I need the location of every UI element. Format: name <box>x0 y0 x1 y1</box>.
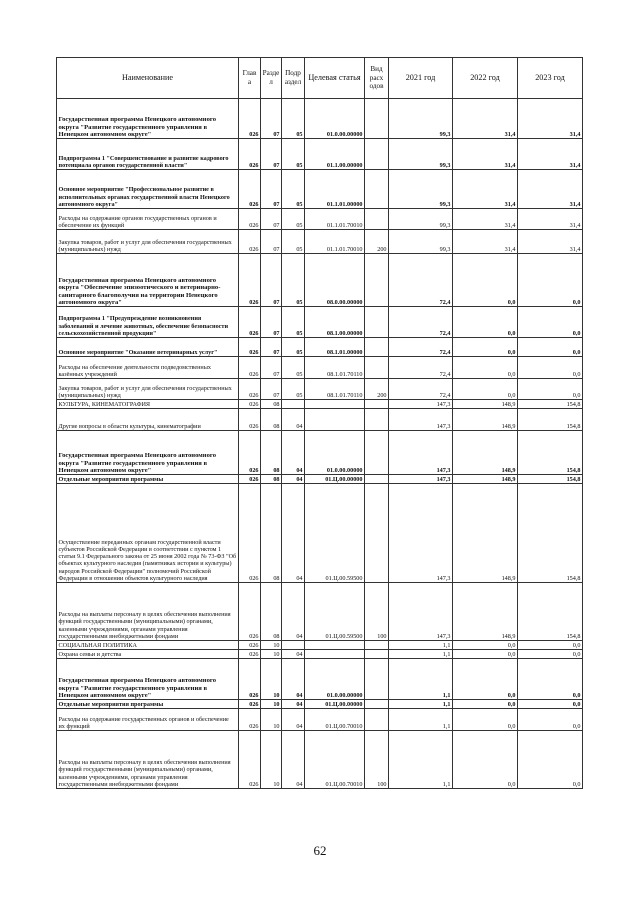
row-expense-type-cell <box>365 650 389 659</box>
row-2022-cell: 148,9 <box>453 475 518 484</box>
row-glava-cell: 026 <box>239 307 261 338</box>
row-name-cell: Расходы на выплаты персоналу в целях обеспечения выполнения функций государственными (муниципальными) органами, казенными учреждениями, органами управления государственными внебюджетными фондами <box>57 731 239 789</box>
row-podrazdel-cell: 04 <box>282 583 305 641</box>
table-row <box>57 338 583 357</box>
row-glava-cell: 026 <box>239 209 261 230</box>
row-2022-cell: 0,0 <box>453 307 518 338</box>
row-2023-cell: 31,4 <box>518 209 583 230</box>
row-razdel-cell: 10 <box>261 709 282 731</box>
row-2021-cell: 99,3 <box>389 170 453 209</box>
row-expense-type-cell <box>365 307 389 338</box>
row-2022-cell: 148,9 <box>453 484 518 583</box>
row-razdel-cell: 08 <box>261 484 282 583</box>
header-razdel: Разде л <box>261 58 282 99</box>
row-podrazdel-cell: 05 <box>282 99 305 139</box>
row-2023-cell: 154,8 <box>518 409 583 431</box>
row-2022-cell: 148,9 <box>453 409 518 431</box>
row-2023-cell: 31,4 <box>518 230 583 254</box>
row-2021-cell: 99,3 <box>389 230 453 254</box>
row-2021-cell: 1,1 <box>389 650 453 659</box>
row-2023-cell: 0,0 <box>518 307 583 338</box>
row-2021-cell: 147,3 <box>389 409 453 431</box>
row-expense-type-cell <box>365 641 389 650</box>
row-2021-cell: 1,1 <box>389 700 453 709</box>
row-target-article-cell: 08.1.00.00000 <box>305 307 365 338</box>
row-podrazdel-cell: 05 <box>282 379 305 400</box>
row-glava-cell: 026 <box>239 379 261 400</box>
row-glava-cell: 026 <box>239 409 261 431</box>
header-glava: Глав а <box>239 58 261 99</box>
row-target-article-cell <box>305 650 365 659</box>
row-name-cell: Расходы на содержание органов государственных органов и обеспечение их функций <box>57 209 239 230</box>
row-podrazdel-cell: 04 <box>282 659 305 700</box>
row-name-cell: Основное мероприятие "Профессиональное развитие в исполнительных органах государственной власти Ненецкого автономного округа" <box>57 170 239 209</box>
row-target-article-cell: 01.Ц.00.00000 <box>305 700 365 709</box>
row-podrazdel-cell: 05 <box>282 139 305 170</box>
row-target-article-cell <box>305 409 365 431</box>
row-name-cell: Расходы на обеспечение деятельности подведомственных казённых учреждений <box>57 357 239 379</box>
row-2022-cell: 0,0 <box>453 650 518 659</box>
row-2022-cell: 0,0 <box>453 379 518 400</box>
row-name-cell: Осуществление переданных органам государственной власти субъектов Российской Федерации в соответствии с пунктом 1 статьи 9.1 Федерального закона от 25 июня 2002 года № 73-ФЗ "Об объектах культурного наследия (памятниках истории и культуры) народов Российской Федерации" полномочий Российской Федерации в отношении объектов культурного наследия <box>57 484 239 583</box>
row-razdel-cell: 07 <box>261 254 282 307</box>
table-row <box>57 641 583 650</box>
row-razdel-cell: 10 <box>261 700 282 709</box>
row-2022-cell: 0,0 <box>453 659 518 700</box>
row-razdel-cell: 10 <box>261 659 282 700</box>
row-2021-cell: 99,3 <box>389 99 453 139</box>
row-podrazdel-cell <box>282 641 305 650</box>
row-name-cell: Государственная программа Ненецкого автономного округа "Развитие государственного управления в Ненецком автономном округе" <box>57 99 239 139</box>
row-2023-cell: 0,0 <box>518 357 583 379</box>
row-target-article-cell: 01.1.00.00000 <box>305 139 365 170</box>
header-year-2021: 2021 год <box>389 58 453 99</box>
row-expense-type-cell <box>365 409 389 431</box>
table-row <box>57 379 583 400</box>
row-name-cell: Государственная программа Ненецкого автономного округа "Обеспечение эпизоотического и ветеринарно-санитарного благополучия на территории Ненецкого автономного округа" <box>57 254 239 307</box>
table-row <box>57 583 583 641</box>
row-expense-type-cell <box>365 400 389 409</box>
row-glava-cell: 026 <box>239 170 261 209</box>
table-row <box>57 209 583 230</box>
row-glava-cell: 026 <box>239 254 261 307</box>
table-row <box>57 99 583 139</box>
row-2023-cell: 0,0 <box>518 650 583 659</box>
row-target-article-cell: 01.0.00.00000 <box>305 431 365 475</box>
row-name-cell: Закупка товаров, работ и услуг для обеспечения государственных (муниципальных) нужд <box>57 230 239 254</box>
row-name-cell: Государственная программа Ненецкого автономного округа "Развитие государственного управления в Ненецком автономном округе" <box>57 431 239 475</box>
row-expense-type-cell <box>365 170 389 209</box>
row-razdel-cell: 08 <box>261 431 282 475</box>
header-year-2022: 2022 год <box>453 58 518 99</box>
row-name-cell: Отдельные мероприятия программы <box>57 475 239 484</box>
row-podrazdel-cell: 05 <box>282 209 305 230</box>
row-expense-type-cell <box>365 659 389 700</box>
row-2021-cell: 1,1 <box>389 731 453 789</box>
header-year-2023: 2023 год <box>518 58 583 99</box>
row-glava-cell: 026 <box>239 484 261 583</box>
row-2022-cell: 148,9 <box>453 583 518 641</box>
row-razdel-cell: 07 <box>261 379 282 400</box>
row-2023-cell: 154,8 <box>518 431 583 475</box>
row-expense-type-cell <box>365 139 389 170</box>
row-podrazdel-cell: 04 <box>282 431 305 475</box>
row-target-article-cell: 08.1.01.00000 <box>305 338 365 357</box>
row-podrazdel-cell <box>282 400 305 409</box>
row-2023-cell: 0,0 <box>518 338 583 357</box>
row-2023-cell: 0,0 <box>518 709 583 731</box>
row-expense-type-cell <box>365 484 389 583</box>
table-row <box>57 230 583 254</box>
row-podrazdel-cell: 04 <box>282 475 305 484</box>
row-expense-type-cell: 200 <box>365 379 389 400</box>
row-target-article-cell: 01.1.01.70010 <box>305 209 365 230</box>
header-expense-type: Вид расх одов <box>365 58 389 99</box>
row-2021-cell: 72,4 <box>389 357 453 379</box>
row-2023-cell: 0,0 <box>518 700 583 709</box>
row-razdel-cell: 07 <box>261 338 282 357</box>
row-target-article-cell: 01.0.00.00000 <box>305 99 365 139</box>
row-target-article-cell: 01.0.00.00000 <box>305 659 365 700</box>
table-row <box>57 659 583 700</box>
row-razdel-cell: 07 <box>261 307 282 338</box>
header-name: Наименование <box>57 58 239 99</box>
row-glava-cell: 026 <box>239 230 261 254</box>
row-2021-cell: 1,1 <box>389 709 453 731</box>
row-2022-cell: 31,4 <box>453 170 518 209</box>
table-row <box>57 484 583 583</box>
row-2021-cell: 147,3 <box>389 484 453 583</box>
row-2022-cell: 0,0 <box>453 357 518 379</box>
row-2023-cell: 31,4 <box>518 139 583 170</box>
header-target-article: Целевая статья <box>305 58 365 99</box>
row-razdel-cell: 10 <box>261 641 282 650</box>
row-2021-cell: 72,4 <box>389 379 453 400</box>
row-podrazdel-cell: 04 <box>282 709 305 731</box>
row-razdel-cell: 07 <box>261 230 282 254</box>
table-row <box>57 254 583 307</box>
row-2022-cell: 31,4 <box>453 99 518 139</box>
row-glava-cell: 026 <box>239 731 261 789</box>
row-name-cell: Охрана семьи и детства <box>57 650 239 659</box>
row-razdel-cell: 08 <box>261 409 282 431</box>
row-podrazdel-cell: 05 <box>282 338 305 357</box>
row-expense-type-cell <box>365 99 389 139</box>
row-2021-cell: 72,4 <box>389 254 453 307</box>
row-expense-type-cell <box>365 709 389 731</box>
row-2021-cell: 72,4 <box>389 338 453 357</box>
row-razdel-cell: 08 <box>261 583 282 641</box>
table-header-row <box>57 58 583 99</box>
row-razdel-cell: 10 <box>261 731 282 789</box>
row-target-article-cell <box>305 400 365 409</box>
row-2023-cell: 0,0 <box>518 641 583 650</box>
row-target-article-cell: 01.1.01.00000 <box>305 170 365 209</box>
row-name-cell: СОЦИАЛЬНАЯ ПОЛИТИКА <box>57 641 239 650</box>
table-row <box>57 431 583 475</box>
row-2022-cell: 148,9 <box>453 400 518 409</box>
row-2021-cell: 72,4 <box>389 307 453 338</box>
row-name-cell: Закупка товаров, работ и услуг для обеспечения государственных (муниципальных) нужд <box>57 379 239 400</box>
row-glava-cell: 026 <box>239 700 261 709</box>
row-2022-cell: 0,0 <box>453 338 518 357</box>
row-razdel-cell: 07 <box>261 209 282 230</box>
row-2022-cell: 0,0 <box>453 731 518 789</box>
row-razdel-cell: 10 <box>261 650 282 659</box>
row-2023-cell: 0,0 <box>518 659 583 700</box>
row-expense-type-cell <box>365 431 389 475</box>
row-expense-type-cell: 100 <box>365 583 389 641</box>
table-row <box>57 409 583 431</box>
row-glava-cell: 026 <box>239 139 261 170</box>
row-name-cell: Расходы на содержание государственных органов и обеспечение их функций <box>57 709 239 731</box>
table-body <box>57 99 583 789</box>
table-row <box>57 475 583 484</box>
row-name-cell: Государственная программа Ненецкого автономного округа "Развитие государственного управления в Ненецком автономном округе" <box>57 659 239 700</box>
table-row <box>57 170 583 209</box>
row-2021-cell: 1,1 <box>389 659 453 700</box>
row-expense-type-cell <box>365 357 389 379</box>
table-row <box>57 700 583 709</box>
row-2022-cell: 0,0 <box>453 700 518 709</box>
row-podrazdel-cell: 05 <box>282 254 305 307</box>
row-podrazdel-cell: 05 <box>282 357 305 379</box>
row-2023-cell: 0,0 <box>518 379 583 400</box>
row-expense-type-cell <box>365 475 389 484</box>
row-razdel-cell: 07 <box>261 170 282 209</box>
row-glava-cell: 026 <box>239 475 261 484</box>
row-2021-cell: 147,3 <box>389 400 453 409</box>
table-row <box>57 650 583 659</box>
table-row <box>57 731 583 789</box>
row-2023-cell: 154,8 <box>518 583 583 641</box>
row-target-article-cell: 01.Ц.00.70010 <box>305 731 365 789</box>
budget-table <box>56 57 583 789</box>
budget-table-sheet <box>56 57 582 789</box>
row-2021-cell: 1,1 <box>389 641 453 650</box>
row-glava-cell: 026 <box>239 338 261 357</box>
row-expense-type-cell <box>365 700 389 709</box>
row-podrazdel-cell: 05 <box>282 170 305 209</box>
row-2022-cell: 31,4 <box>453 209 518 230</box>
row-2022-cell: 0,0 <box>453 254 518 307</box>
row-name-cell: Расходы на выплаты персоналу в целях обеспечения выполнения функций государственными (муниципальными) органами, казенными учреждениями, органами управления государственными внебюджетными фондами <box>57 583 239 641</box>
row-glava-cell: 026 <box>239 650 261 659</box>
row-glava-cell: 026 <box>239 709 261 731</box>
row-name-cell: Отдельные мероприятия программы <box>57 700 239 709</box>
row-2023-cell: 154,8 <box>518 484 583 583</box>
row-target-article-cell: 08.0.00.00000 <box>305 254 365 307</box>
row-2021-cell: 99,3 <box>389 209 453 230</box>
row-expense-type-cell <box>365 338 389 357</box>
row-expense-type-cell <box>365 209 389 230</box>
row-target-article-cell: 01.Ц.00.59500 <box>305 583 365 641</box>
row-podrazdel-cell: 04 <box>282 731 305 789</box>
row-target-article-cell <box>305 641 365 650</box>
row-target-article-cell: 08.1.01.70110 <box>305 357 365 379</box>
header-podrazdel: Подр аздел <box>282 58 305 99</box>
row-target-article-cell: 01.Ц.00.00000 <box>305 475 365 484</box>
row-target-article-cell: 01.1.01.70010 <box>305 230 365 254</box>
row-razdel-cell: 08 <box>261 400 282 409</box>
row-2022-cell: 0,0 <box>453 709 518 731</box>
row-glava-cell: 026 <box>239 641 261 650</box>
row-2022-cell: 148,9 <box>453 431 518 475</box>
row-2021-cell: 99,3 <box>389 139 453 170</box>
row-2023-cell: 0,0 <box>518 254 583 307</box>
row-glava-cell: 026 <box>239 357 261 379</box>
row-glava-cell: 026 <box>239 659 261 700</box>
row-expense-type-cell: 100 <box>365 731 389 789</box>
row-2022-cell: 31,4 <box>453 139 518 170</box>
row-2023-cell: 154,8 <box>518 475 583 484</box>
row-expense-type-cell <box>365 254 389 307</box>
row-2021-cell: 147,3 <box>389 431 453 475</box>
table-row <box>57 709 583 731</box>
table-row <box>57 400 583 409</box>
row-podrazdel-cell: 04 <box>282 700 305 709</box>
row-target-article-cell: 01.Ц.00.59500 <box>305 484 365 583</box>
row-podrazdel-cell: 04 <box>282 650 305 659</box>
row-razdel-cell: 08 <box>261 475 282 484</box>
row-name-cell: Основное мероприятие "Оказание ветеринарных услуг" <box>57 338 239 357</box>
page-number: 62 <box>313 843 327 858</box>
row-glava-cell: 026 <box>239 583 261 641</box>
row-podrazdel-cell: 05 <box>282 230 305 254</box>
row-podrazdel-cell: 04 <box>282 484 305 583</box>
row-glava-cell: 026 <box>239 431 261 475</box>
row-glava-cell: 026 <box>239 99 261 139</box>
row-2023-cell: 31,4 <box>518 99 583 139</box>
row-podrazdel-cell: 05 <box>282 307 305 338</box>
table-row <box>57 357 583 379</box>
table-row <box>57 139 583 170</box>
row-2023-cell: 154,8 <box>518 400 583 409</box>
row-razdel-cell: 07 <box>261 99 282 139</box>
row-2021-cell: 147,3 <box>389 475 453 484</box>
row-target-article-cell: 08.1.01.70110 <box>305 379 365 400</box>
row-expense-type-cell: 200 <box>365 230 389 254</box>
table-row <box>57 307 583 338</box>
row-glava-cell: 026 <box>239 400 261 409</box>
row-razdel-cell: 07 <box>261 139 282 170</box>
row-name-cell: Другие вопросы в области культуры, кинематографии <box>57 409 239 431</box>
row-2023-cell: 31,4 <box>518 170 583 209</box>
row-razdel-cell: 07 <box>261 357 282 379</box>
row-2023-cell: 0,0 <box>518 731 583 789</box>
row-name-cell: КУЛЬТУРА, КИНЕМАТОГРАФИЯ <box>57 400 239 409</box>
row-name-cell: Подпрограмма 1 "Предупреждение возникновения заболеваний и лечение животных, обеспечение безопасности сельскохозяйственной продукции" <box>57 307 239 338</box>
row-target-article-cell: 01.Ц.00.70010 <box>305 709 365 731</box>
row-name-cell: Подпрограмма 1 "Совершенствование и развитие кадрового потенциала органов государственной власти" <box>57 139 239 170</box>
row-2021-cell: 147,3 <box>389 583 453 641</box>
row-2022-cell: 0,0 <box>453 641 518 650</box>
row-podrazdel-cell: 04 <box>282 409 305 431</box>
row-2022-cell: 31,4 <box>453 230 518 254</box>
